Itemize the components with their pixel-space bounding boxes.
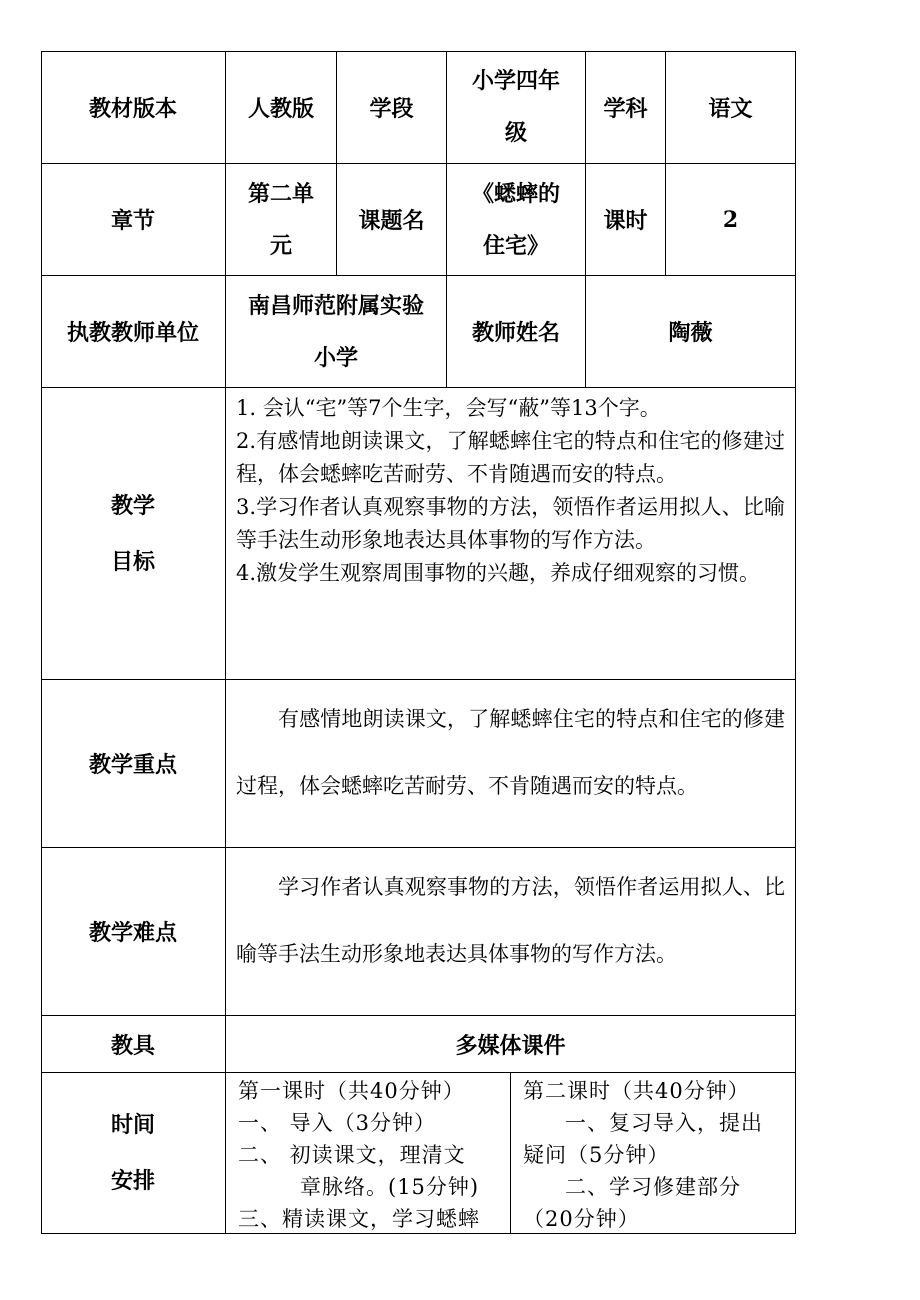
value-teacher-unit [226,276,447,388]
schedule-lesson-2 [511,1073,796,1235]
value-teacher-name: 陶薇 [586,276,796,388]
lesson2-line2: 疑问（5分钟） [523,1143,670,1167]
label-grade-stage: 学段 [337,51,447,164]
value-lesson-title-line1: 《蟋蟀的 [471,180,560,207]
value-grade-stage-line1: 小学四年 [471,68,560,94]
label-schedule [41,1073,226,1234]
label-schedule-line1: 时间 [110,1112,155,1138]
key-points-content: 有感情地朗读课文，了解蟋蟀住宅的特点和住宅的修建过程，体会蟋蟀吃苦耐劳、不肯随遇而安的特点。 [226,680,796,848]
lesson2-line1: 一、复习导入，提出 [565,1111,763,1135]
label-objectives-line1: 教学 [110,492,155,519]
value-lesson-title-line2: 住宅》 [482,232,549,259]
value-teacher-unit-line1: 南昌师范附属实验 [247,292,424,319]
value-class-hours: 2 [666,164,796,276]
schedule-lesson-1 [226,1073,510,1235]
lesson2-line3: 二、学习修建部分 [565,1175,741,1199]
difficulties-content: 学习作者认真观察事物的方法，领悟作者运用拟人、比喻等手法生动形象地表达具体事物的写作方法。 [226,848,796,1016]
lesson-plan-table [41,51,796,1234]
value-subject: 语文 [666,51,796,164]
value-textbook-version: 人教版 [226,51,337,164]
label-lesson-title: 课题名 [337,164,447,276]
lesson1-line4: 三、精读课文，学习蟋蟀 [238,1207,480,1231]
label-objectives-line2: 目标 [110,548,155,575]
label-textbook-version: 教材版本 [41,51,226,164]
objective-item-4: 4.激发学生观察周围事物的兴趣，养成仔细观察的习惯。 [236,561,761,585]
schedule-content [226,1073,796,1234]
lesson1-title: 第一课时（共40分钟） [238,1079,465,1103]
lesson1-line2: 二、 初读课文，理清文 [238,1143,466,1167]
value-teacher-unit-line2: 小学 [313,344,358,371]
value-chapter [226,164,337,276]
label-chapter: 章节 [41,164,226,276]
value-chapter-line1: 第二单 [247,180,314,207]
label-schedule-line2: 安排 [110,1168,155,1194]
objective-item-2: 2.有感情地朗读课文，了解蟋蟀住宅的特点和住宅的修建过程，体会蟋蟀吃苦耐劳、不肯随遇而安的特点。 [236,429,785,486]
value-teaching-aids: 多媒体课件 [226,1016,796,1073]
label-subject: 学科 [586,51,666,164]
objective-item-3: 3.学习作者认真观察事物的方法，领悟作者运用拟人、比喻等手法生动形象地表达具体事物的写作方法。 [236,495,785,552]
label-teaching-aids: 教具 [41,1016,226,1073]
value-chapter-line2: 元 [269,232,292,259]
value-lesson-title [447,164,586,276]
label-teacher-unit: 执教教师单位 [41,276,226,388]
label-class-hours: 课时 [586,164,666,276]
lesson1-line1: 一、 导入（3分钟） [238,1111,437,1135]
lesson1-line3: 章脉络。(15分钟) [300,1175,480,1199]
label-difficulties: 教学难点 [41,848,226,1016]
label-key-points: 教学重点 [41,680,226,848]
label-teacher-name: 教师姓名 [447,276,586,388]
lesson2-title: 第二课时（共40分钟） [523,1079,750,1103]
objectives-content [226,388,796,680]
value-grade-stage [447,51,586,164]
label-objectives [41,388,226,680]
objective-item-1: 1. 会认“宅”等7个生字，会写“蔽”等13个字。 [236,396,661,420]
value-grade-stage-line2: 级 [504,120,527,146]
lesson2-line4: （20分钟） [523,1207,640,1231]
